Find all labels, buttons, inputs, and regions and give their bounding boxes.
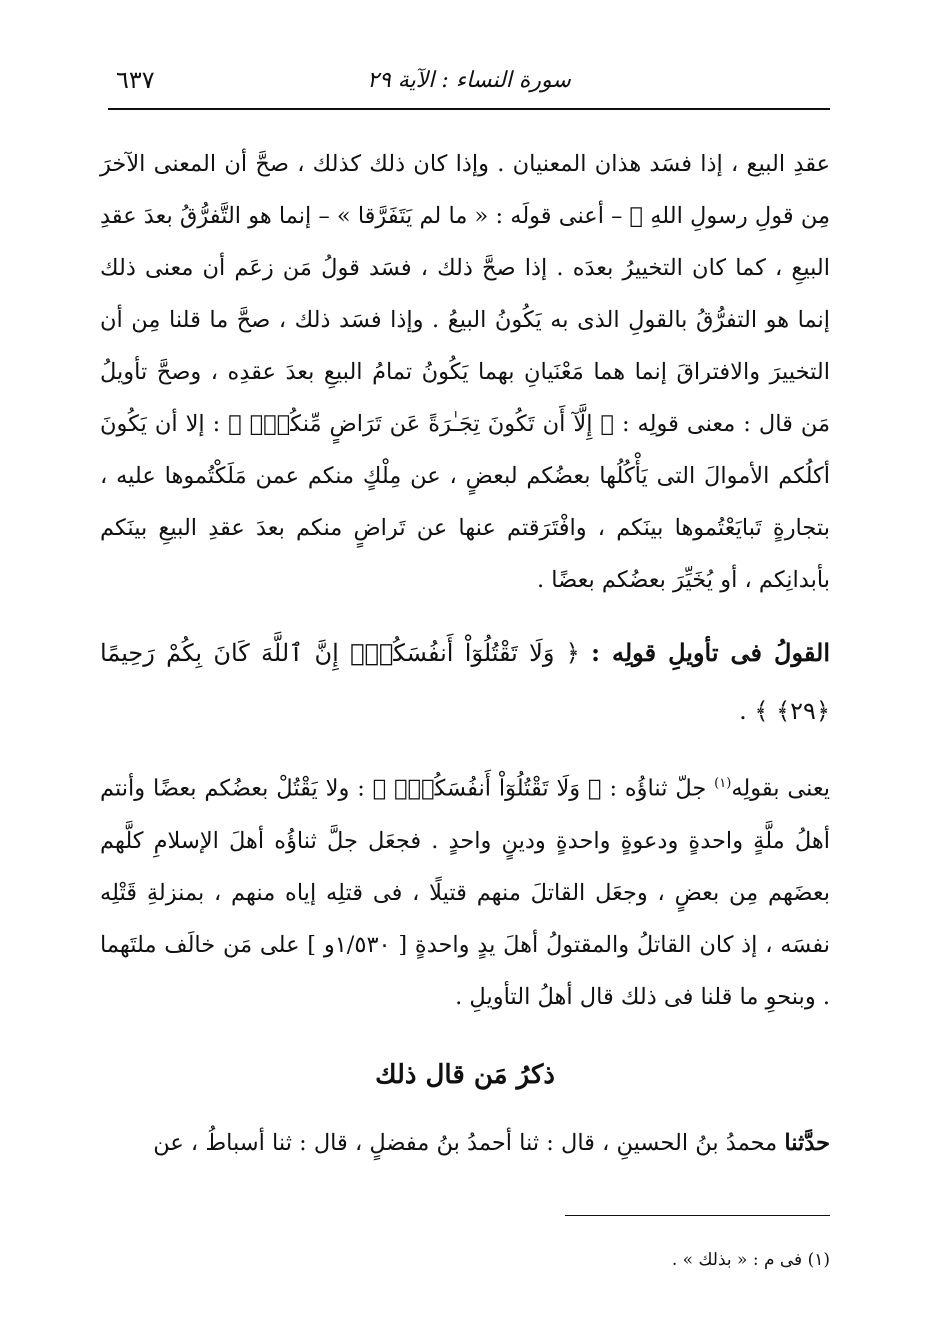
running-header xyxy=(108,60,830,100)
footnote: (١) فى م : « بذلك » . xyxy=(671,1250,830,1270)
paragraph-3-tail: محمدُ بنُ الحسينِ ، قال : ثنا أحمدُ بنُ مفضلٍ ، قال : ثنا أسباطُ ، عن xyxy=(153,1129,778,1156)
paragraph-3 xyxy=(100,1117,830,1169)
quran-verse-2: ﴿ وَلَا تَقْتُلُوٓاْ أَنفُسَكُمْۚ ﴾ xyxy=(372,775,602,802)
paragraph-2 xyxy=(100,758,830,1023)
paragraph-2-tail: : ولا يَقْتُلْ بعضُكم بعضًا وأنتم أهلُ ملَّةٍ واحدةٍ ودعوةٍ واحدةٍ ودينٍ واحدٍ . فجعَل جلَّ ثناؤُه أهلَ الإسلامِ كلَّهم بعضَهم مِن بعضٍ ، وجعَل القاتلَ منهم قتيلًا ، فى قتلِه إياه منهم ، بمنزلةِ قَتْلِه نفسَه ، إذ كان القاتلُ والمقتولُ أهلَ يدٍ واحدةٍ [ ١/٥٣٠و ] على مَن خالَف ملتَهما . وبنحوِ ما قلنا فى ذلك قال أهلُ التأويلِ . xyxy=(100,775,830,1010)
paragraph-2-mid: جلّ ثناؤُه : xyxy=(609,775,707,802)
main-text xyxy=(100,138,830,1169)
verse-heading-tail: . xyxy=(739,697,747,725)
header-title: سورة النساء : الآية ٢٩ xyxy=(367,68,571,93)
paragraph-1-tail: : إلا أن يَكُونَ أكلُكم الأموالَ التى يَأْكُلُها بعضُكم لبعضٍ ، عن مِلْكٍ منكم عمن مَلَكْتُموها عليه ، بتجارةٍ تَبايَعْتُموها بينَكم ، وافْتَرَقتم عنها عن تَراضٍ منكم بعدَ عقدِ البيعِ بينَكم بأبدانِكم ، أو يُخَيِّرَ بعضُكم بعضًا . xyxy=(100,411,830,593)
section-title: ذكرُ مَن قال ذلك xyxy=(375,1059,555,1090)
paragraph-3-lead: حدَّثنا xyxy=(784,1129,830,1156)
verse-heading-quran: ﴿ وَلَا تَقْتُلُوٓاْ أَنفُسَكُمْۚ إِنَّ ٱللَّهَ كَانَ بِكُمْ رَحِيمًا ﴿٢٩﴾ ﴾ xyxy=(100,639,830,725)
quran-verse-1: ﴿ إِلَّآ أَن تَكُونَ تِجَـٰرَةً عَن تَرَاضٍ مِّنكُمْۚ ﴾ xyxy=(228,411,614,437)
verse-heading-lead: القولُ فى تأويلِ قولِه : xyxy=(591,638,830,667)
paragraph-1 xyxy=(100,138,830,606)
footnote-marker: (١) xyxy=(714,776,732,791)
verse-heading xyxy=(100,624,830,740)
page-number: ٦٣٧ xyxy=(116,66,155,94)
footnote-rule xyxy=(565,1215,830,1216)
header-rule xyxy=(108,108,830,110)
paragraph-2-lead: يعنى بقولِه xyxy=(731,775,831,802)
paragraph-1-text: عقدِ البيع ، إذا فسَد هذان المعنيان . وإذا كان ذلك كذلك ، صحَّ أن المعنى الآخرَ مِن قولِ رسولِ اللهِ ﷺ – أعنى قولَه : « ما لم يَتَفَرَّقا » – إنما هو التَّفرُّقُ بعدَ عقدِ البيعِ ، كما كان التخييرُ بعدَه . إذا صحَّ ذلك ، فسَد قولُ مَن زعَم أن معنى ذلك إنما هو التفرُّقُ بالقولِ الذى به يَكُونُ البيعُ . وإذا فسَد ذلك ، صحَّ ما قلنا مِن أن التخييرَ والافتراقَ إنما هما مَعْنَيانِ بهما يَكُونُ تمامُ البيعِ بعدَ عقدِه ، وصحَّ تأويلُ مَن قال : معنى قولِه : xyxy=(100,151,830,437)
